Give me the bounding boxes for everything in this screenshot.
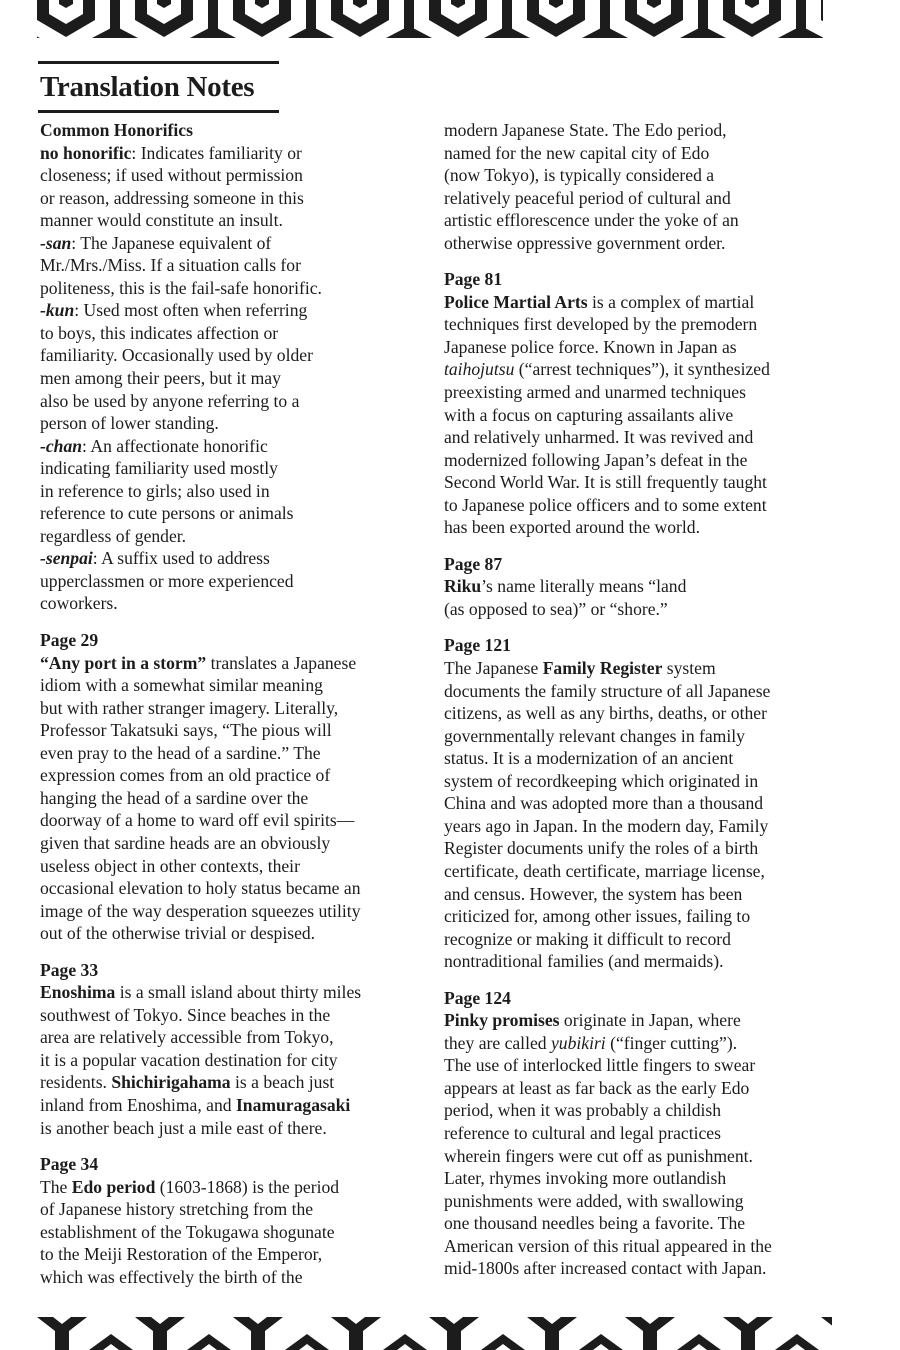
text-line: to boys, this indicates affection or xyxy=(40,322,279,343)
text-line: citizens, as well as any births, deaths, or other xyxy=(444,703,767,724)
text-line: establishment of the Tokugawa shogunate xyxy=(40,1221,335,1242)
section-heading: Common Honorifics xyxy=(40,120,193,140)
text-line: one thousand needles being a favorite. The xyxy=(444,1213,746,1234)
section-page-121 xyxy=(444,634,836,972)
text-line: familiarity. Occasionally used by older xyxy=(40,345,313,366)
text-line: mid-1800s after increased contact with Japan. xyxy=(444,1258,767,1279)
text-line: Register documents unify the roles of a birth xyxy=(444,838,759,859)
honorific-entry-senpai: -senpai: A suffix used to address xyxy=(40,548,270,569)
section-common-honorifics xyxy=(40,119,415,615)
bold-term: Shichirigahama xyxy=(111,1072,231,1093)
section-page-34-continued xyxy=(444,119,836,254)
text-line: certificate, death certificate, marriage license, xyxy=(444,860,765,881)
text-line: preexisting armed and unarmed techniques xyxy=(444,382,746,403)
text-line: area are relatively accessible from Tokyo, xyxy=(40,1027,334,1048)
text-line: is another beach just a mile east of there. xyxy=(40,1117,327,1138)
text-line: inland from Enoshima, and Inamuragasaki xyxy=(40,1094,351,1115)
text-line: The Japanese Family Register system xyxy=(444,658,716,679)
bold-term: Pinky promises xyxy=(444,1010,560,1031)
text-line: otherwise oppressive government order. xyxy=(444,232,726,253)
text-line: Riku’s name literally means “land xyxy=(444,576,687,597)
section-heading: Page 29 xyxy=(40,630,99,651)
bold-term: Inamuragasaki xyxy=(235,1094,351,1115)
text-line: Professor Takatsuki says, “The pious will xyxy=(40,720,332,741)
bold-term: Police Martial Arts xyxy=(444,291,588,312)
section-page-87 xyxy=(444,553,836,621)
honorific-term: -kun xyxy=(40,300,75,321)
text-line: with a focus on capturing assailants alive xyxy=(444,404,734,425)
honorific-term: -senpai xyxy=(40,548,93,569)
text-line: to Japanese police officers and to some extent xyxy=(444,494,767,515)
y-chevron-pattern-icon xyxy=(37,1317,832,1350)
text-line: governmentally relevant changes in family xyxy=(444,725,745,746)
text-line: The Edo period (1603-1868) is the period xyxy=(40,1176,340,1197)
text-line: which was effectively the birth of the xyxy=(40,1266,303,1287)
text-line: Mr./Mrs./Miss. If a situation calls for xyxy=(40,255,301,276)
text-line: of Japanese history stretching from the xyxy=(40,1199,314,1220)
bold-term: Family Register xyxy=(542,658,663,679)
text-line: system of recordkeeping which originated in xyxy=(444,770,759,791)
text-line: named for the new capital city of Edo xyxy=(444,142,710,163)
text-line: documents the family structure of all Japanese xyxy=(444,680,771,701)
text-line: and census. However, the system has been xyxy=(444,883,743,904)
text-line: modern Japanese State. The Edo period, xyxy=(444,120,727,140)
section-page-81 xyxy=(444,268,836,539)
bold-term: Enoshima xyxy=(40,982,116,1003)
text-line: it is a popular vacation destination for city xyxy=(40,1049,338,1070)
honorific-entry-san: -san: The Japanese equivalent of xyxy=(40,232,272,253)
text-line: years ago in Japan. In the modern day, Family xyxy=(444,815,769,836)
section-heading: Page 87 xyxy=(444,553,503,574)
text-line: expression comes from an old practice of xyxy=(40,765,331,786)
section-page-124 xyxy=(444,987,836,1280)
text-line: and relatively unharmed. It was revived and xyxy=(444,427,754,448)
text-line: criticized for, among other issues, failing to xyxy=(444,906,751,927)
section-heading: Page 33 xyxy=(40,959,99,980)
text-line: to the Meiji Restoration of the Emperor, xyxy=(40,1244,323,1265)
bold-term: Riku xyxy=(444,576,482,597)
text-line: indicating familiarity used mostly xyxy=(40,458,278,479)
text-line: useless object in other contexts, their xyxy=(40,855,300,876)
left-column xyxy=(40,119,415,1288)
right-column xyxy=(444,119,836,1280)
text-line: status. It is a modernization of an ancient xyxy=(444,748,734,769)
text-line: out of the otherwise trivial or despised. xyxy=(40,923,316,944)
text-line: period, when it was probably a childish xyxy=(444,1100,722,1121)
text-line: closeness; if used without permission xyxy=(40,165,303,186)
section-heading: Page 81 xyxy=(444,269,503,290)
text-line: Enoshima is a small island about thirty miles xyxy=(40,982,362,1003)
text-line: taihojutsu (“arrest techniques”), it synthesized xyxy=(444,359,770,380)
text-line: person of lower standing. xyxy=(40,413,219,434)
text-line: Japanese police force. Known in Japan as xyxy=(444,336,737,357)
text-line: The use of interlocked little fingers to swear xyxy=(444,1055,756,1076)
section-heading: Page 121 xyxy=(444,635,511,656)
honorific-entry-none: no honorific: Indicates familiarity or xyxy=(40,142,302,163)
text-line: politeness, this is the fail-safe honorific. xyxy=(40,277,322,298)
text-line: recognize or making it difficult to record xyxy=(444,928,731,949)
text-line: Second World War. It is still frequently taught xyxy=(444,472,767,493)
section-heading: Page 34 xyxy=(40,1154,99,1175)
text-line: Pinky promises originate in Japan, where xyxy=(444,1010,741,1031)
text-line: Police Martial Arts is a complex of martial xyxy=(444,291,755,312)
honorific-entry-chan: -chan: An affectionate honorific xyxy=(40,435,268,456)
text-line: men among their peers, but it may xyxy=(40,368,281,389)
text-line: image of the way desperation squeezes utility xyxy=(40,900,361,921)
text-line: techniques first developed by the premodern xyxy=(444,314,758,335)
text-line: manner would constitute an insult. xyxy=(40,210,283,231)
text-line: given that sardine heads are an obviously xyxy=(40,832,331,853)
text-line: (now Tokyo), is typically considered a xyxy=(444,165,715,186)
italic-term: taihojutsu xyxy=(444,359,515,380)
honorific-entry-kun: -kun: Used most often when referring xyxy=(40,300,308,321)
text-line: “Any port in a storm” translates a Japanese xyxy=(40,652,357,673)
text-line: occasional elevation to holy status became an xyxy=(40,878,361,899)
text-line: upperclassmen or more experienced xyxy=(40,570,294,591)
section-page-34 xyxy=(40,1153,415,1288)
text-line: also be used by anyone referring to a xyxy=(40,390,300,411)
honorific-term: -san xyxy=(40,232,72,253)
text-line: (as opposed to sea)” or “shore.” xyxy=(444,598,668,619)
text-line: appears at least as far back as the early Edo xyxy=(444,1077,750,1098)
honorific-term: no honorific xyxy=(40,142,132,163)
section-page-29 xyxy=(40,629,415,945)
page-title-block xyxy=(38,61,279,113)
text-line: idiom with a somewhat similar meaning xyxy=(40,675,323,696)
title-bottom-rule xyxy=(38,110,279,113)
bottom-chevron-border xyxy=(37,1317,832,1350)
text-line: doorway of a home to ward off evil spirits— xyxy=(40,810,355,831)
text-line: nontraditional families (and mermaids). xyxy=(444,951,724,972)
hexagon-pattern-icon xyxy=(37,0,823,38)
text-line: they are called yubikiri (“finger cutting”). xyxy=(444,1032,738,1053)
text-line: modernized following Japan’s defeat in the xyxy=(444,449,748,470)
section-page-33 xyxy=(40,959,415,1139)
text-line: coworkers. xyxy=(40,593,118,614)
text-line: in reference to girls; also used in xyxy=(40,480,270,501)
text-line: punishments were added, with swallowing xyxy=(444,1190,744,1211)
text-line: wherein fingers were cut off as punishment. xyxy=(444,1145,753,1166)
text-line: residents. Shichirigahama is a beach just xyxy=(40,1072,335,1093)
text-line: regardless of gender. xyxy=(40,525,187,546)
page-title: Translation Notes xyxy=(40,71,255,103)
text-line: American version of this ritual appeared in the xyxy=(444,1235,772,1256)
text-line: even pray to the head of a sardine.” The xyxy=(40,742,321,763)
text-line: southwest of Tokyo. Since beaches in the xyxy=(40,1004,331,1025)
honorific-term: -chan xyxy=(40,435,83,456)
text-line: relatively peaceful period of cultural and xyxy=(444,187,731,208)
text-line: China and was adopted more than a thousand xyxy=(444,793,764,814)
text-line: reference to cute persons or animals xyxy=(40,503,294,524)
text-line: or reason, addressing someone in this xyxy=(40,187,304,208)
top-hexagon-border xyxy=(37,0,823,38)
text-line: but with rather stranger imagery. Literally, xyxy=(40,697,339,718)
bold-term: Edo period xyxy=(71,1176,156,1197)
text-line: reference to cultural and legal practices xyxy=(444,1122,721,1143)
text-line: Later, rhymes invoking more outlandish xyxy=(444,1168,727,1189)
italic-term: yubikiri xyxy=(550,1032,606,1053)
bold-term: “Any port in a storm” xyxy=(40,652,207,673)
text-line: artistic efflorescence under the yoke of an xyxy=(444,210,739,231)
text-line: has been exported around the world. xyxy=(444,517,701,538)
section-heading: Page 124 xyxy=(444,987,511,1008)
text-line: hanging the head of a sardine over the xyxy=(40,787,309,808)
